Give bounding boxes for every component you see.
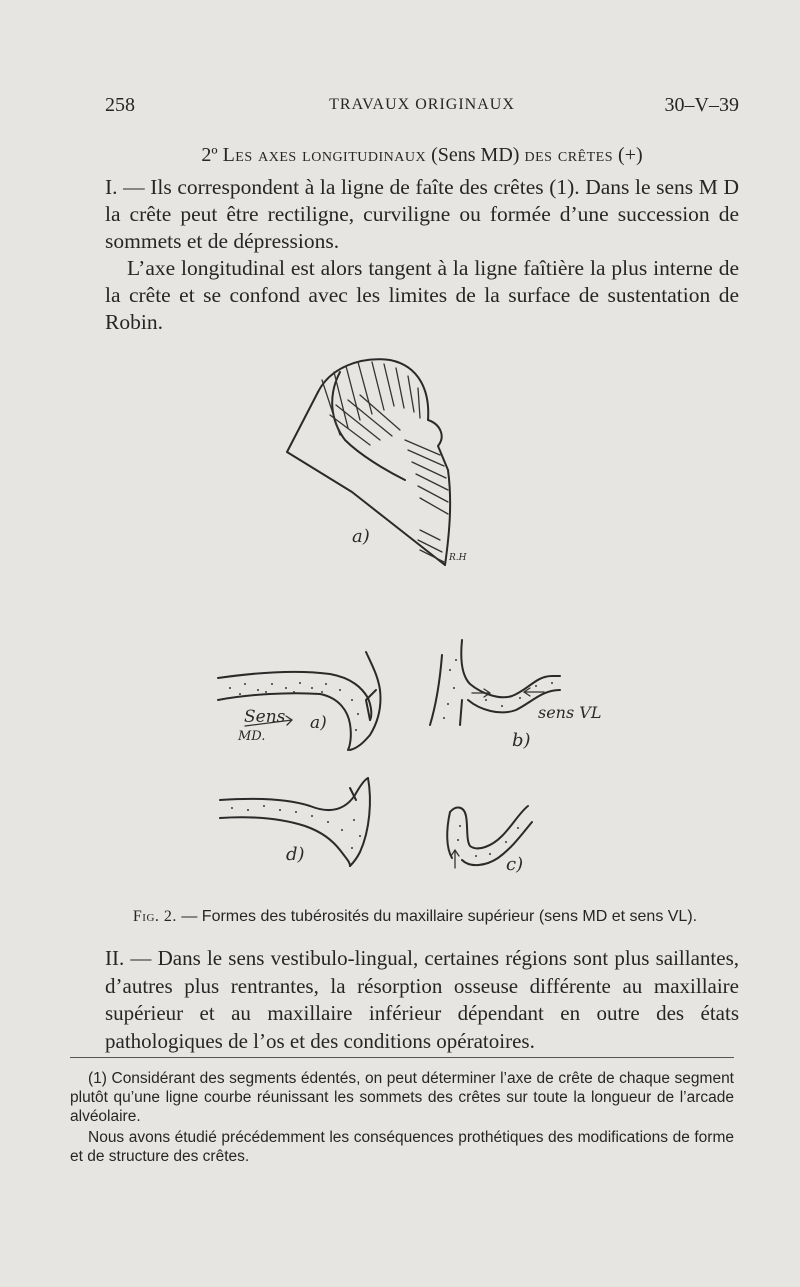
paragraph-2: L’axe longitudinal est alors tangent à la ligne faîtière la plus interne de la crête et se confond avec les limites de la surface de sustentation de Robin. (105, 256, 739, 334)
caption-fig-label: Fig. 2. (132, 908, 177, 925)
section-title-part2: (Sens MD) (431, 144, 520, 166)
footnote-1: (1) Considérant des segments édentés, on peut déterminer l’axe de crête de chaque segment plutôt qu’une ligne courbe réunissant les sommets des crêtes sur toute la longueur de l’arcade alvéolaire. (70, 1070, 734, 1125)
section-title-suffix: (+) (618, 144, 643, 166)
section-title-part1: Les axes longitudinaux (222, 144, 427, 166)
label-a-top: a) (352, 526, 370, 547)
tuberosity-sketch (287, 359, 467, 565)
sketch-d (220, 778, 370, 866)
sketch-c (447, 806, 532, 875)
sens-vl-label: sens VL (538, 703, 602, 722)
sens-md-label-1: Sens (244, 707, 286, 727)
footnote-divider (70, 1057, 734, 1058)
label-b: b) (512, 730, 531, 751)
paragraph-1: I. — Ils correspondent à la ligne de faîte des crêtes (1). Dans le sens M D la crête peut être rectiligne, curviligne ou formée d’une succession de sommets et de dépressions. (105, 175, 739, 253)
caption-text: — Formes des tubérosités du maxillaire supérieur (sens MD et sens VL). (176, 908, 698, 925)
footnote-2: Nous avons étudié précédemment les conséquences prothétiques des modifications de forme et de structure des crêtes. (70, 1129, 734, 1165)
sketch-a-md (218, 652, 381, 750)
section-title-prefix: 2º (201, 144, 218, 166)
page-number: 258 (105, 94, 135, 116)
running-title: TRAVAUX ORIGINAUX (329, 96, 515, 113)
section-title-part3: des crêtes (524, 144, 614, 166)
label-a: a) (310, 713, 327, 733)
artist-signature: R.H (449, 553, 467, 563)
sens-md-label-2: MD. (238, 729, 266, 744)
header-date: 30–V–39 (664, 94, 739, 116)
label-d: d) (286, 844, 305, 865)
label-c: c) (506, 854, 524, 875)
figure-caption (75, 908, 755, 926)
sketch-b-vl (430, 640, 601, 751)
paragraph-3: II. — Dans le sens vestibulo-lingual, certaines régions sont plus saillantes, d’autres plus rentrantes, la résorption osseuse différente au maxillaire supérieur et au maxillaire inférieur dépendant en outre des états pathologiques de l’os et des conditions opératoires. (105, 946, 739, 1053)
